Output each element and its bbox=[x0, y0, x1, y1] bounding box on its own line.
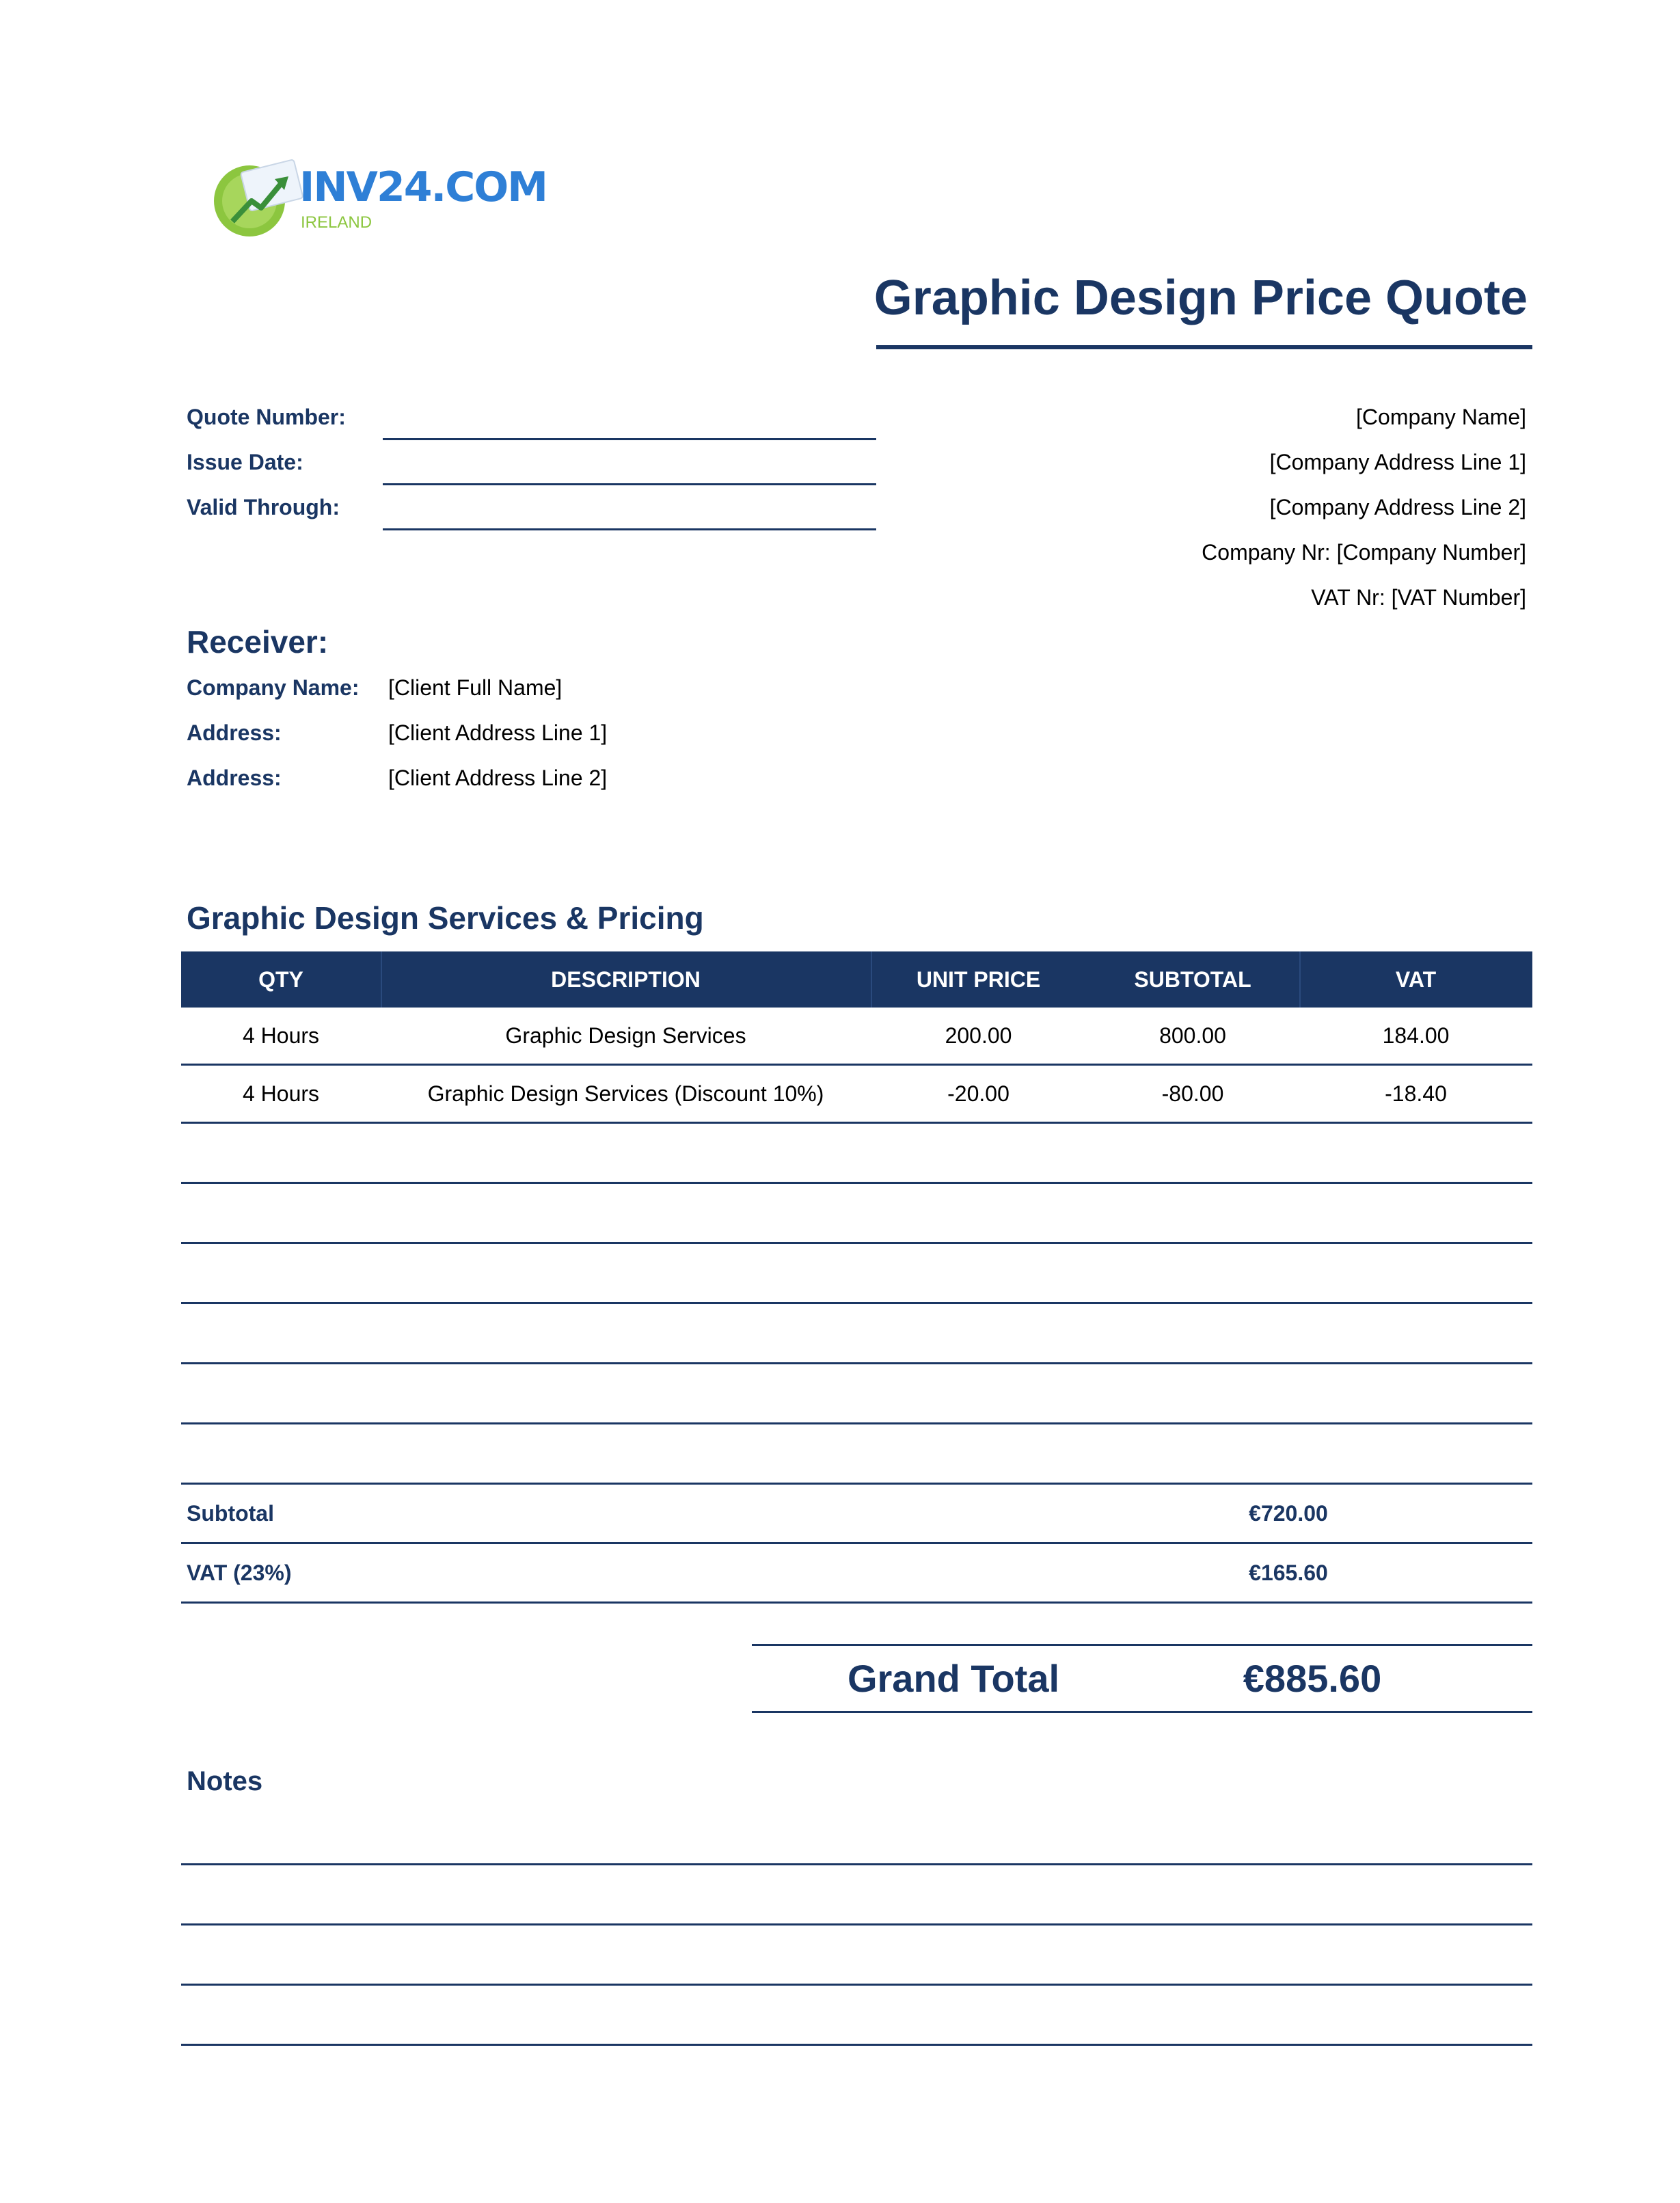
logo-graphic-icon bbox=[212, 159, 308, 241]
subtotal-row bbox=[181, 1485, 1532, 1544]
table-header bbox=[181, 951, 1532, 1008]
grand-total-bottom-rule bbox=[752, 1711, 1532, 1713]
company-address-1: [Company Address Line 1] bbox=[1269, 450, 1526, 474]
cell-vat: 184.00 bbox=[1382, 1023, 1450, 1048]
valid-through-field[interactable] bbox=[383, 528, 876, 530]
empty-table-row bbox=[181, 1424, 1532, 1485]
notes-line[interactable] bbox=[181, 2044, 1532, 2046]
services-table bbox=[181, 951, 1532, 1604]
company-number: Company Nr: [Company Number] bbox=[1202, 540, 1526, 565]
grand-total-value: €885.60 bbox=[1243, 1657, 1382, 1700]
cell-unit-price: -20.00 bbox=[947, 1081, 1010, 1106]
table-row bbox=[181, 1008, 1532, 1066]
table-row bbox=[181, 1066, 1532, 1124]
column-header-unit-price: UNIT PRICE bbox=[916, 967, 1041, 992]
empty-table-row bbox=[181, 1184, 1532, 1244]
receiver-address2-value: [Client Address Line 2] bbox=[388, 766, 608, 790]
column-header-description: DESCRIPTION bbox=[551, 967, 701, 992]
receiver-address1-value: [Client Address Line 1] bbox=[388, 720, 608, 745]
receiver-heading: Receiver: bbox=[187, 624, 329, 660]
quote-number-field[interactable] bbox=[383, 438, 876, 440]
subtotal-label: Subtotal bbox=[187, 1501, 274, 1526]
empty-table-row bbox=[181, 1244, 1532, 1304]
header-divider bbox=[1299, 951, 1301, 1008]
cell-qty: 4 Hours bbox=[242, 1023, 320, 1048]
notes-line[interactable] bbox=[181, 1863, 1532, 1865]
services-heading: Graphic Design Services & Pricing bbox=[187, 900, 704, 936]
grand-total-label: Grand Total bbox=[847, 1657, 1060, 1700]
title-underline bbox=[876, 345, 1532, 349]
receiver-address1-label: Address: bbox=[187, 720, 282, 745]
empty-table-row bbox=[181, 1364, 1532, 1424]
cell-qty: 4 Hours bbox=[242, 1081, 320, 1106]
cell-description: Graphic Design Services (Discount 10%) bbox=[427, 1081, 824, 1106]
vat-row bbox=[181, 1544, 1532, 1604]
company-name: [Company Name] bbox=[1356, 405, 1526, 429]
vat-label: VAT (23%) bbox=[187, 1560, 292, 1585]
issue-date-label: Issue Date: bbox=[187, 450, 303, 474]
cell-subtotal: 800.00 bbox=[1159, 1023, 1226, 1048]
grand-total-top-rule bbox=[752, 1644, 1532, 1646]
vat-number: VAT Nr: [VAT Number] bbox=[1311, 585, 1526, 610]
page-title: Graphic Design Price Quote bbox=[873, 271, 1528, 325]
logo-subtitle: IRELAND bbox=[301, 213, 372, 232]
cell-vat: -18.40 bbox=[1385, 1081, 1447, 1106]
header-divider bbox=[871, 951, 872, 1008]
column-header-subtotal: SUBTOTAL bbox=[1134, 967, 1251, 992]
subtotal-value: €720.00 bbox=[1249, 1501, 1328, 1526]
receiver-company-label: Company Name: bbox=[187, 675, 360, 700]
issue-date-field[interactable] bbox=[383, 483, 876, 485]
empty-table-row bbox=[181, 1124, 1532, 1184]
notes-heading: Notes bbox=[187, 1766, 263, 1796]
receiver-address2-label: Address: bbox=[187, 766, 282, 790]
company-address-2: [Company Address Line 2] bbox=[1269, 495, 1526, 519]
quote-number-label: Quote Number: bbox=[187, 405, 346, 429]
column-header-vat: VAT bbox=[1395, 967, 1437, 992]
receiver-company-value: [Client Full Name] bbox=[388, 675, 563, 700]
header-divider bbox=[381, 951, 382, 1008]
column-header-qty: QTY bbox=[258, 967, 303, 992]
cell-subtotal: -80.00 bbox=[1161, 1081, 1224, 1106]
valid-through-label: Valid Through: bbox=[187, 495, 340, 519]
notes-line[interactable] bbox=[181, 1984, 1532, 1986]
notes-line[interactable] bbox=[181, 1923, 1532, 1925]
empty-table-row bbox=[181, 1304, 1532, 1364]
cell-description: Graphic Design Services bbox=[505, 1023, 746, 1048]
vat-value: €165.60 bbox=[1249, 1560, 1328, 1585]
cell-unit-price: 200.00 bbox=[945, 1023, 1012, 1048]
logo-wordmark: INV24.COM bbox=[299, 163, 547, 211]
